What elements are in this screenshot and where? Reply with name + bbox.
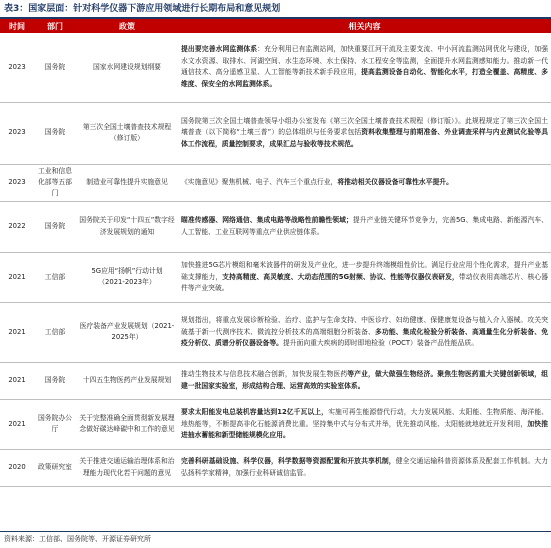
content-text: 实施可再生能源替代行动，大力发展风能、太阳能、生物质能、海洋能、地热能等，不断提高非化石能源消费比重。坚持集中式与分布式并举，优先推动风能、太阳能就地就近开发利用， bbox=[181, 408, 549, 428]
row-department: 国务院 bbox=[34, 362, 76, 399]
table-row bbox=[0, 252, 551, 302]
row-year: 2021 bbox=[0, 362, 34, 399]
header-policy: 政策 bbox=[76, 19, 178, 33]
content-highlight: 将推动相关仪器设备可靠性水平提升。 bbox=[337, 177, 453, 186]
row-policy: 制造业可靠性提升实施意见 bbox=[76, 164, 178, 201]
content-highlight: 组建一批国家实验室，形成结构合理、运营高效的实验室体系。 bbox=[181, 370, 549, 390]
table-row bbox=[0, 399, 551, 449]
row-department: 工信部 bbox=[34, 302, 76, 362]
content-highlight: 完善科研基础设施、科学仪器，科学数据等资源配置和开放共享机制， bbox=[181, 457, 396, 466]
table-row bbox=[0, 302, 551, 362]
source-note: 资料来源：工信部、国务院等、开源证券研究所 bbox=[4, 535, 151, 543]
content-highlight: 提高监测设备自动化、智能化水平，打造全覆盖、高精度、多维度、保安全的水网监测体系。 bbox=[181, 68, 549, 88]
content-highlight: 瞄准传感器、网络通信、集成电路等战略性前瞻性领域； bbox=[181, 216, 353, 225]
row-content bbox=[178, 449, 551, 486]
row-year: 2021 bbox=[0, 302, 34, 362]
content-highlight: 资料收集整理与前期准备、外业调查采样与内业测试化验等具体工作流程，质量控制要求，成果汇总与验收等技术规范。 bbox=[181, 128, 549, 148]
row-department: 国务院 bbox=[34, 102, 76, 164]
table-header-row bbox=[0, 19, 551, 33]
content-text: 带动仪表用高端芯片、核心器件等产业突破。 bbox=[181, 272, 548, 292]
content-text: 加快推进5G芯片模组和毫米波器件的研发及产业化，进一步提升终端模组性价比。满足行业应用个性化需求，提升产业基础支撑能力， bbox=[181, 261, 548, 281]
table-body bbox=[0, 33, 551, 486]
content-text: 提升面向重大疾病的即时即地检验（POCT）装备产品性能品质。 bbox=[282, 338, 479, 347]
row-department: 政策研究室 bbox=[34, 449, 76, 486]
row-content bbox=[178, 33, 551, 102]
row-year: 2023 bbox=[0, 164, 34, 201]
table-row bbox=[0, 362, 551, 399]
row-policy: 十四五生物医药产业发展规划 bbox=[76, 362, 178, 399]
content-text: 国务院第三次全国土壤普查领导小组办公室发布《第三次全国土壤普查技术规程（修订版）》。此规程规定了第三次全国土壤普查（以下简称“土壤三普”）的总体组织与任务要求包括 bbox=[181, 116, 548, 137]
row-year: 2023 bbox=[0, 33, 34, 102]
content-highlight: 加快推进抽水蓄能和新型储能规模化应用。 bbox=[181, 419, 549, 439]
row-content bbox=[178, 164, 551, 201]
row-department: 国务院 bbox=[34, 33, 76, 102]
table-row bbox=[0, 33, 551, 102]
content-text: ：充分利用已有监测站网，加快重要江河干流及主要支流、中小河流监测站网优化与建设，加强水文水资源、取排水、河湖空间、水生态环境、水土保持、水工程安全等监测，全面提升水网监测感知能力。推动新一代通信技术、高分遥感卫星、人工智能等新技术新手段应用， bbox=[181, 45, 549, 77]
row-policy: 医疗装备产业发展规划（2021-2025年） bbox=[76, 302, 178, 362]
row-year: 2022 bbox=[0, 201, 34, 252]
row-department: 工信部 bbox=[34, 252, 76, 302]
row-content bbox=[178, 201, 551, 252]
content-text: 《实施意见》聚焦机械、电子、汽车三个重点行业， bbox=[181, 177, 338, 186]
row-content bbox=[178, 302, 551, 362]
table-row bbox=[0, 102, 551, 164]
row-year: 2020 bbox=[0, 449, 34, 486]
content-highlight: 要求太阳能发电总装机容量达到12亿千瓦以上， bbox=[181, 408, 329, 417]
row-year: 2021 bbox=[0, 399, 34, 449]
content-highlight: 支持高精度、高灵敏度、大动态范围的5G射频、协议、性能等仪器仪表研发， bbox=[222, 272, 459, 281]
content-text: 健全交通运输科普资源体系及配套工作机制。大力弘扬科学家精神，加强行业科研诚信监管。 bbox=[181, 457, 549, 477]
content-text: 提升产业链关键环节竞争力，完善5G、集成电路、新能源汽车、人工智能、工业互联网等重点产业供应链体系。 bbox=[181, 216, 549, 236]
row-content bbox=[178, 102, 551, 164]
content-highlight: 等产业，做大做强生物经济。聚焦生物医药重大关键创新领域， bbox=[347, 370, 542, 379]
content-highlight: 提出要完善水网监测体系 bbox=[181, 45, 258, 54]
row-content bbox=[178, 362, 551, 399]
row-content bbox=[178, 252, 551, 302]
bottom-divider bbox=[0, 531, 551, 532]
row-year: 2021 bbox=[0, 252, 34, 302]
row-policy: 关于推进交通运输治理体系和治理能力现代化若干问题的意见 bbox=[76, 449, 178, 486]
row-department: 工业和信息化部等五部门 bbox=[34, 164, 76, 201]
row-policy: 国家水网建设规划纲要 bbox=[76, 33, 178, 102]
table-row bbox=[0, 449, 551, 486]
content-highlight: 多功能、集成化检验分析装备、高通量生化分析装备、免疫分析仪、质谱分析仪器设备等。 bbox=[181, 327, 549, 347]
header-content: 相关内容 bbox=[178, 19, 551, 33]
row-policy: 关于完整准确全面贯彻新发展理念做好碳达峰碳中和工作的意见 bbox=[76, 399, 178, 449]
header-year: 时间 bbox=[0, 19, 34, 33]
content-text: 规划指出，将重点发展诊断检验、治疗、监护与生命支持、中医诊疗、妇幼健康、保健康复设备与植入介入器械。攻关突破基于新一代测序技术、微流控分析技术的高端细胞分析装备、 bbox=[181, 316, 548, 336]
row-content bbox=[178, 399, 551, 449]
policy-table bbox=[0, 19, 551, 487]
row-policy: 5G应用“扬帆”行动计划（2021-2023年） bbox=[76, 252, 178, 302]
row-policy: 第三次全国土壤普查技术规程（修订版） bbox=[76, 102, 178, 164]
row-year: 2023 bbox=[0, 102, 34, 164]
row-policy: 国务院关于印发“十四五”数字经济发展规划的通知 bbox=[76, 201, 178, 252]
table-row bbox=[0, 164, 551, 201]
header-dept: 部门 bbox=[34, 19, 76, 33]
row-department: 国务院办公厅 bbox=[34, 399, 76, 449]
table-row bbox=[0, 201, 551, 252]
row-department: 国务院 bbox=[34, 201, 76, 252]
content-text: 推动生物技术与信息技术融合创新，加快发展生物医药 bbox=[181, 370, 348, 379]
table-caption: 表3：国家层面：针对科学仪器下游应用领域进行长期布局和意见规划 bbox=[4, 4, 281, 14]
